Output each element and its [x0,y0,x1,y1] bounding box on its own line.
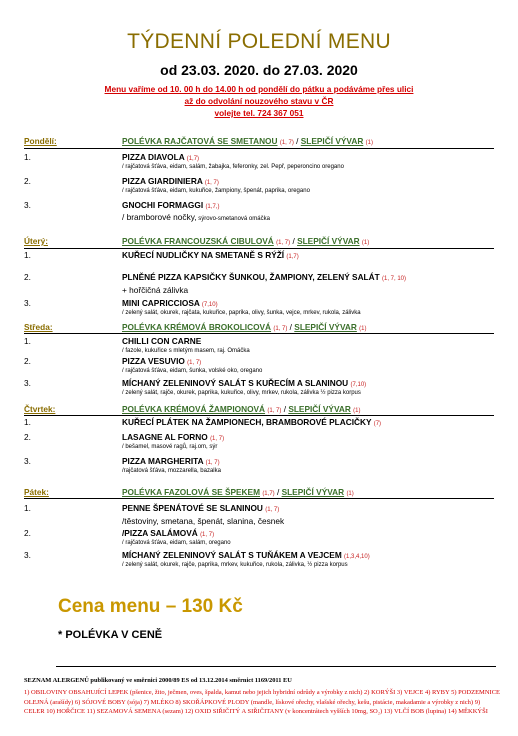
item-name: KUŘECÍ PLÁTEK NA ŽAMPIONECH, BRAMBOROVÉ PLACIČKY [122,417,372,427]
item-name-wrap [122,432,224,442]
item-allergens: (1, 7) [187,360,202,366]
item-name: GNOCHI FORMAGGI [122,200,204,210]
soup-of-day: POLÉVKA FAZOLOVÁ SE ŠPEKEM (1,7) / SLEPIČÍ VÝVAR (1) [122,487,354,497]
item-name-wrap [122,528,214,538]
item-name: CHILLI CON CARNE [122,336,202,346]
item-number: 3. [24,550,31,560]
item-description: + hořčičná zálivka [122,285,189,295]
price-note: * POLÉVKA V CENĚ [58,629,163,641]
item-name: LASAGNE AL FORNO [122,432,208,442]
day-divider [24,248,494,249]
item-description: / rajčatová šťáva, eidam, šunka, volské oko, oregano [122,368,263,374]
soup-of-day: POLÉVKA FRANCOUZSKÁ CIBULOVÁ (1, 7) / SLEPIČÍ VÝVAR (1) [122,236,370,246]
soup-alternative: SLEPIČÍ VÝVAR [281,487,345,497]
item-description: / rajčatová šťáva, eidam, kukuřice, žampiony, špenát, paprika, oregano [122,188,310,194]
item-allergens: (1,7,) [205,204,220,210]
item-name: MÍCHANÝ ZELENINOVÝ SALÁT S KUŘECÍM A SLANINOU [122,378,349,388]
soup-alternative: SLEPIČÍ VÝVAR [300,136,364,146]
item-description-small: sýrovo-smetanová omáčka [196,216,270,222]
item-number: 1. [24,152,31,162]
day-divider [24,415,494,416]
day-divider [24,148,494,149]
item-number: 2. [24,432,31,442]
item-allergens: (1, 7, 10) [382,276,407,282]
soup-allergens: (1, 7) [267,408,282,414]
item-description: / bešamel, masové ragů, raj.om, sýr [122,444,218,450]
item-name: MÍCHANÝ ZELENINOVÝ SALÁT S TUŇÁKEM A VEJCEM [122,550,342,560]
item-description: / zelený salát, rajče, okurek, paprika, kukuřice, olivy, mrkev, rukola, zálivka ½ pizza korpus [122,390,361,396]
notice-line-phone: volejte tel. 724 367 051 [214,108,304,118]
item-allergens: (7) [373,421,382,427]
soup-alternative-allergens: (1) [359,326,367,332]
item-description: / bramborové nočky, [122,212,197,222]
item-name-wrap [122,356,201,366]
soup-name: POLÉVKA FRANCOUZSKÁ CIBULOVÁ [122,236,274,246]
soup-name: POLÉVKA RAJČATOVÁ SE SMETANOU [122,136,278,146]
item-allergens: (1, 7) [205,460,220,466]
item-description: /těstoviny, smetana, špenát, slanina, česnek [122,516,285,526]
soup-name: POLÉVKA FAZOLOVÁ SE ŠPEKEM [122,487,260,497]
item-name-wrap [122,417,381,427]
notice-line-emergency: až do odvolání nouzového stavu v ČR [184,96,334,106]
item-number: 3. [24,298,31,308]
item-allergens: (1, 7) [204,180,219,186]
item-number: 2. [24,528,31,538]
day-label: Pondělí: [24,136,57,146]
day-label: Čtvrtek: [24,404,56,414]
item-name-wrap [122,200,219,210]
soup-allergens: (1, 7) [279,140,294,146]
item-name: KUŘECÍ NUDLIČKY NA SMETANĚ S RÝŽÍ [122,250,285,260]
soup-allergens: (1, 7) [276,240,291,246]
item-name-wrap [122,152,199,162]
day-row-tuesday [24,236,494,248]
item-allergens: (1, 7) [210,436,225,442]
item-name: PLNĚNÉ PIZZA KAPSIČKY ŠUNKOU, ŽAMPIONY, ZELENÝ SALÁT [122,272,380,282]
item-number: 2. [24,272,31,282]
item-name-wrap [122,550,370,560]
menu-dates: od 23.03. 2020. do 27.03. 2020 [160,62,358,78]
soup-alternative-allergens: (1) [361,240,370,246]
soup-of-day: POLÉVKA KRÉMOVÁ ŽAMPIONOVÁ (1, 7) / SLEPIČÍ VÝVAR (1) [122,404,361,414]
item-name-wrap [122,378,366,388]
item-name-wrap [122,176,219,186]
allergens-divider [56,666,496,667]
day-label: Úterý: [24,236,48,246]
item-name: PIZZA VESUVIO [122,356,185,366]
item-number: 2. [24,356,31,366]
item-allergens: (1,3,4,10) [344,554,370,560]
item-name-wrap [122,250,299,260]
item-name-wrap [122,272,406,282]
item-name: /PIZZA SALÁMOVÁ [122,528,198,538]
item-name: PENNE ŠPENÁTOVÉ SE SLANINOU [122,503,263,513]
item-description-wrap [122,212,270,222]
item-allergens: (1, 7) [200,532,215,538]
item-number: 3. [24,200,31,210]
item-name-wrap [122,336,201,346]
item-allergens: (1,7) [286,254,299,260]
item-number: 3. [24,378,31,388]
day-label: Pátek: [24,487,49,497]
item-description: / fazole, kukuřice s mletým masem, raj. Omáčka [122,348,250,354]
item-number: 1. [24,250,31,260]
item-description: /rajčatová šťáva, mozzarella, bazalka [122,468,221,474]
soup-alternative: SLEPIČÍ VÝVAR [288,404,351,414]
soup-allergens: (1,7) [262,491,275,497]
day-divider [24,498,494,499]
soup-alternative-allergens: (1) [353,408,361,414]
item-description: / rajčatová šťáva, eidam, salám, žabajka, feferonky, zel. Pepř, peperoncino oregano [122,164,344,170]
soup-alternative: SLEPIČÍ VÝVAR [294,322,357,332]
item-name-wrap [122,298,218,308]
day-row-monday [24,136,494,148]
item-number: 2. [24,176,31,186]
soup-allergens: (1, 7) [273,326,288,332]
day-label: Středa: [24,322,53,332]
menu-price: Cena menu – 130 Kč [58,596,243,617]
item-description: / rajčatová šťáva, eidam, salám, oregano [122,540,231,546]
soup-name: POLÉVKA KRÉMOVÁ BROKOLICOVÁ [122,322,272,332]
item-name: MINI CAPRICCIOSA [122,298,200,308]
item-number: 1. [24,503,31,513]
soup-name: POLÉVKA KRÉMOVÁ ŽAMPIONOVÁ [122,404,266,414]
soup-alternative-allergens: (1) [365,140,373,146]
menu-title: TÝDENNÍ POLEDNÍ MENU [127,30,391,53]
item-name: PIZZA GIARDINIERA [122,176,203,186]
item-name: PIZZA DIAVOLA [122,152,185,162]
item-description: / zelený salát, okurek, rajče, paprika, mrkev, kukuřice, rukola, zálivka, ½ pizza korpus [122,562,348,568]
item-number: 1. [24,336,31,346]
soup-of-day: POLÉVKA KRÉMOVÁ BROKOLICOVÁ (1, 7) / SLEPIČÍ VÝVAR (1) [122,322,367,332]
notice-line-hours: Menu vaříme od 10. 00 h do 14.00 h od pondělí do pátku a podáváme přes ulici [104,84,414,94]
allergens-title: SEZNAM ALERGENŮ publikovaný ve směrnici 2000/89 ES od 13.12.2014 směrnict 1169/2011 EU [24,677,292,684]
day-divider [24,333,494,334]
soup-alternative: SLEPIČÍ VÝVAR [297,236,360,246]
item-allergens: (7,10) [201,302,218,308]
item-description: / zelený salát, okurek, rajčata, kukuřice, paprika, olivy, šunka, vejce, mrkev, rukola, zálivka [122,310,361,316]
item-name-wrap [122,503,279,513]
item-allergens: (1, 7) [265,507,280,513]
soup-alternative-allergens: (1) [346,491,354,497]
item-name: PIZZA MARGHERITA [122,456,204,466]
item-name-wrap [122,456,220,466]
allergens-list: 1) OBILOVINY OBSAHUJÍCÍ LEPEK (pšenice, žito, ječmen, oves, špalda, kamut nebo jejich hybridní odrůdy a výrobky z nich) 2) KORÝŠI 3) VEJCE 4) RYBY 5) PODZEMNICE OLEJNÁ (arašídy) 6) SÓJOVÉ BOBY (sója) 7) MLÉKO 8) SKOŘÁPKOVÉ PLODY (mandle, lískové ořechy, vlašské ořechy, kešu, pistácie, makadamie a výrobky z nich) 9) CELER 10) HOŘČICE 11) SEZAMOVÁ SEMENA (sezam) 12) OXID SIŘIČITÝ A SIŘIČITANY (v koncentrátech vyšších 10mg, SO₂) 13) VLČÍ BOB (lupina) 14) MĚKKÝŠI [24,689,500,716]
item-number: 1. [24,417,31,427]
item-allergens: (7,10) [350,382,367,388]
soup-of-day: POLÉVKA RAJČATOVÁ SE SMETANOU (1, 7) / SLEPIČÍ VÝVAR (1) [122,136,373,146]
item-number: 3. [24,456,31,466]
item-allergens: (1,7) [186,156,200,162]
